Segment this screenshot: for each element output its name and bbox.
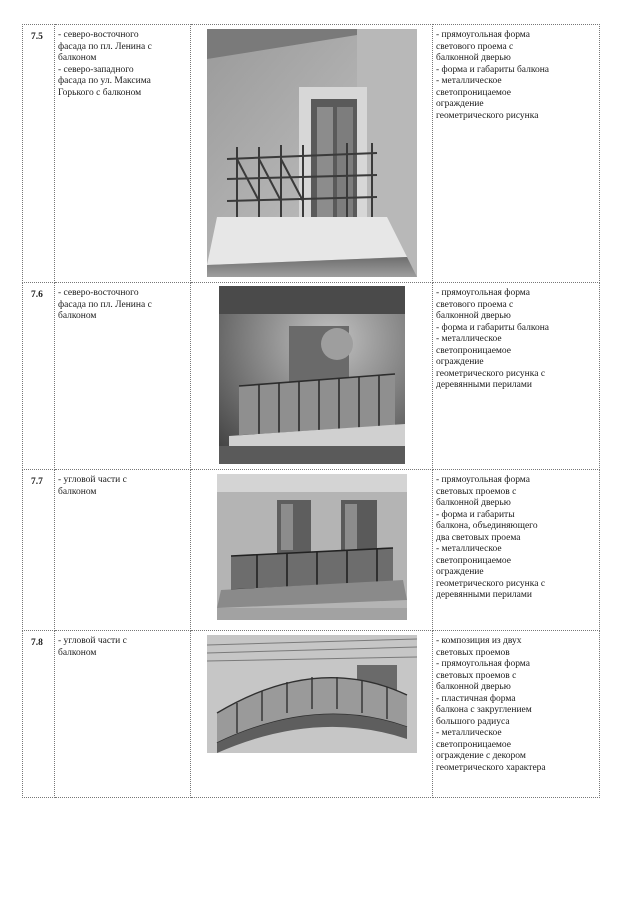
- location-cell: [55, 25, 191, 283]
- balcony-photo: [207, 29, 417, 277]
- balcony-photo: [219, 286, 405, 464]
- features-text: - прямоугольная форма светового проема с балконной дверью - форма и габариты балкона - металлическое светопроницаемое ограждение геометрического рисунка: [436, 30, 550, 121]
- location-text: - угловой части с балконом: [58, 475, 127, 497]
- row-number: 7.8: [31, 638, 43, 648]
- balcony-table: [22, 24, 600, 798]
- table-row: [23, 470, 600, 631]
- table-row: [23, 25, 600, 283]
- features-text: - композиция из двух световых проемов - прямоугольная форма световых проемов с балконной дверью - пластичная форма балкона с закруглением большого радиуса - металлическое светопроницаемое ограждение с декором геометрического характера: [436, 636, 546, 773]
- table-row: [23, 283, 600, 470]
- location-text: - угловой части с балконом: [58, 636, 127, 658]
- location-text: - северо-восточного фасада по пл. Ленина с балконом: [58, 288, 152, 321]
- table-row: [23, 631, 600, 798]
- photo-cell: [191, 25, 433, 283]
- row-number: 7.5: [31, 32, 43, 42]
- photo-cell: [191, 470, 433, 631]
- features-text: - прямоугольная форма световых проемов с балконной дверью - форма и габариты балкона, объединяющего два световых проема - металлическое светопроницаемое ограждение геометрического рисунка с деревянными перилами: [436, 475, 546, 600]
- photo-cell: [191, 631, 433, 798]
- location-text: - северо-восточного фасада по пл. Ленина с балконом - северо-западного фасада по ул. Максима Горького с балконом: [58, 30, 152, 98]
- balcony-photo: [217, 474, 407, 620]
- row-number-cell: [23, 470, 55, 631]
- features-cell: [433, 283, 600, 470]
- features-cell: [433, 25, 600, 283]
- balcony-photo: [207, 635, 417, 753]
- row-number-cell: [23, 631, 55, 798]
- location-cell: [55, 470, 191, 631]
- features-cell: [433, 631, 600, 798]
- row-number: 7.6: [31, 290, 43, 300]
- location-cell: [55, 283, 191, 470]
- features-text: - прямоугольная форма светового проема с балконной дверью - форма и габариты балкона - металлическое светопроницаемое ограждение геометрического рисунка с деревянными перилами: [436, 288, 550, 390]
- features-cell: [433, 470, 600, 631]
- photo-cell: [191, 283, 433, 470]
- row-number: 7.7: [31, 477, 43, 487]
- row-number-cell: [23, 25, 55, 283]
- location-cell: [55, 631, 191, 798]
- row-number-cell: [23, 283, 55, 470]
